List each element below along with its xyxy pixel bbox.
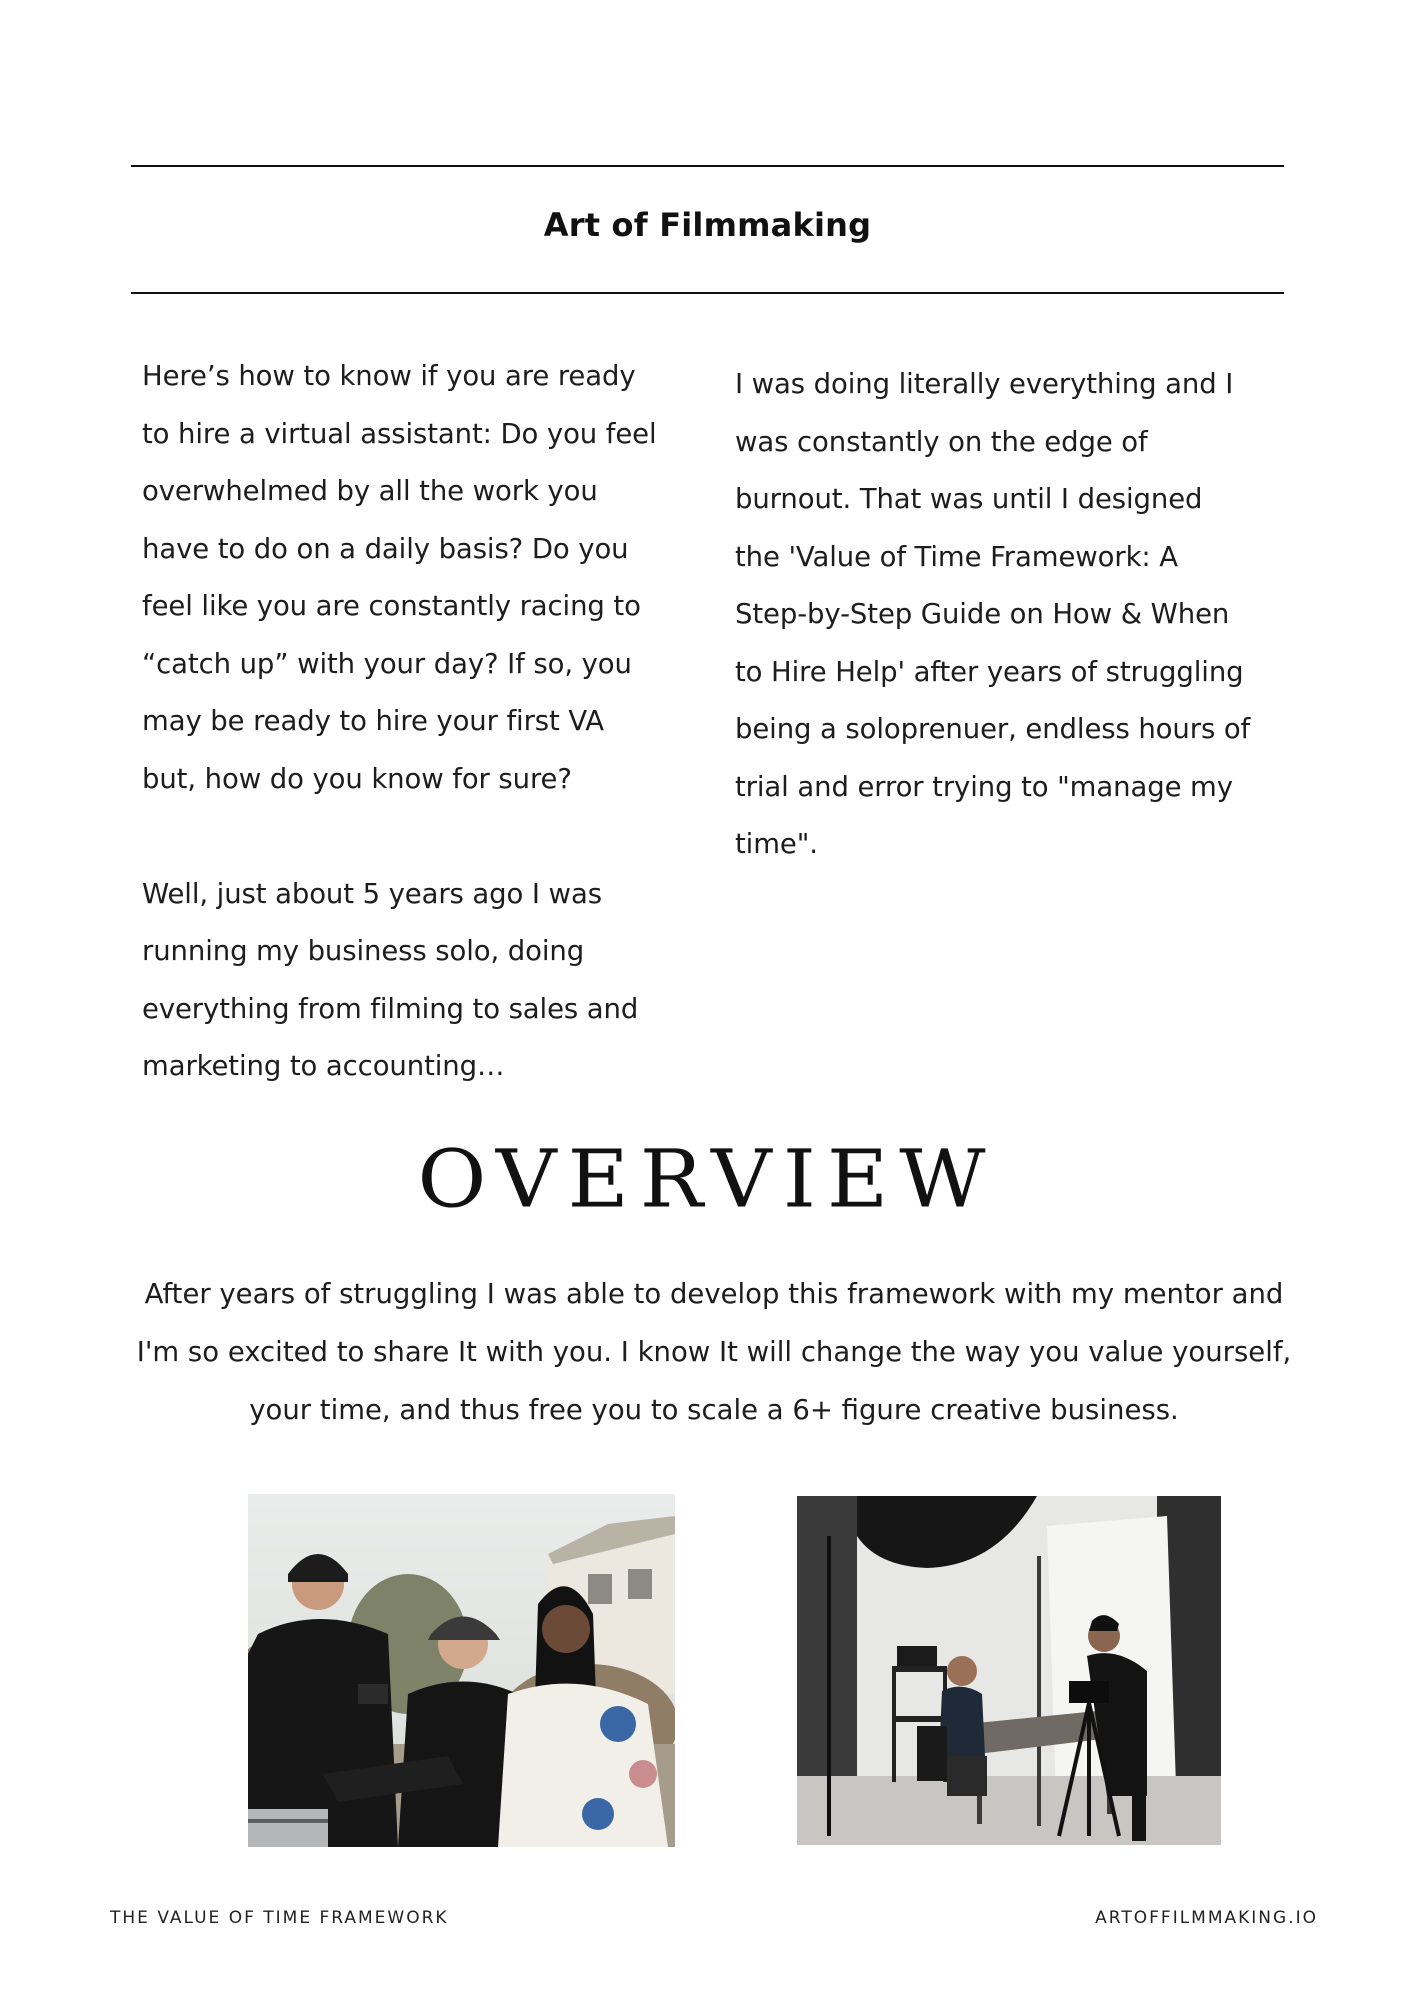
right-column — [735, 356, 1295, 874]
header-rule-top — [131, 165, 1284, 167]
studio-shoot-photo — [797, 1496, 1221, 1845]
header-rule-bottom — [131, 292, 1284, 294]
footer-left-label: THE VALUE OF TIME FRAMEWORK — [110, 1908, 449, 1928]
left-paragraph-1: Here’s how to know if you are ready to hire a virtual assistant: Do you feel overwhelmed by all the work you have to do on a daily basis? Do you feel like you are constantly racing to “catch up” with your day? If so, you may be ready to hire your first VA but, how do you know for sure? — [142, 360, 657, 795]
left-paragraph-2: Well, just about 5 years ago I was running my business solo, doing everything from filming to sales and marketing to accounting… — [142, 877, 639, 1082]
film-crew-photo — [248, 1494, 675, 1847]
right-paragraph-1: I was doing literally everything and I was constantly on the edge of burnout. That was until I designed the 'Value of Time Framework: A Step-by-Step Guide on How & When to Hire Help' after years of struggling being a soloprenuer, endless hours of trial and error trying to "manage my time". — [735, 368, 1251, 860]
overview-paragraph: After years of struggling I was able to develop this framework with my mentor and I'm so excited to share It with you. I know It will change the way you value yourself, your time, and thus free you to scale a 6+ figure creative business. — [136, 1278, 1292, 1426]
studio-shoot-photo-illustration — [797, 1496, 1221, 1845]
footer-right-link[interactable]: ARTOFFILMMAKING.IO — [1095, 1908, 1318, 1928]
left-column — [142, 348, 702, 1096]
film-crew-photo-illustration — [248, 1494, 675, 1847]
page-title: Art of Filmmaking — [543, 206, 872, 244]
overview-heading: OVERVIEW — [417, 1132, 997, 1226]
